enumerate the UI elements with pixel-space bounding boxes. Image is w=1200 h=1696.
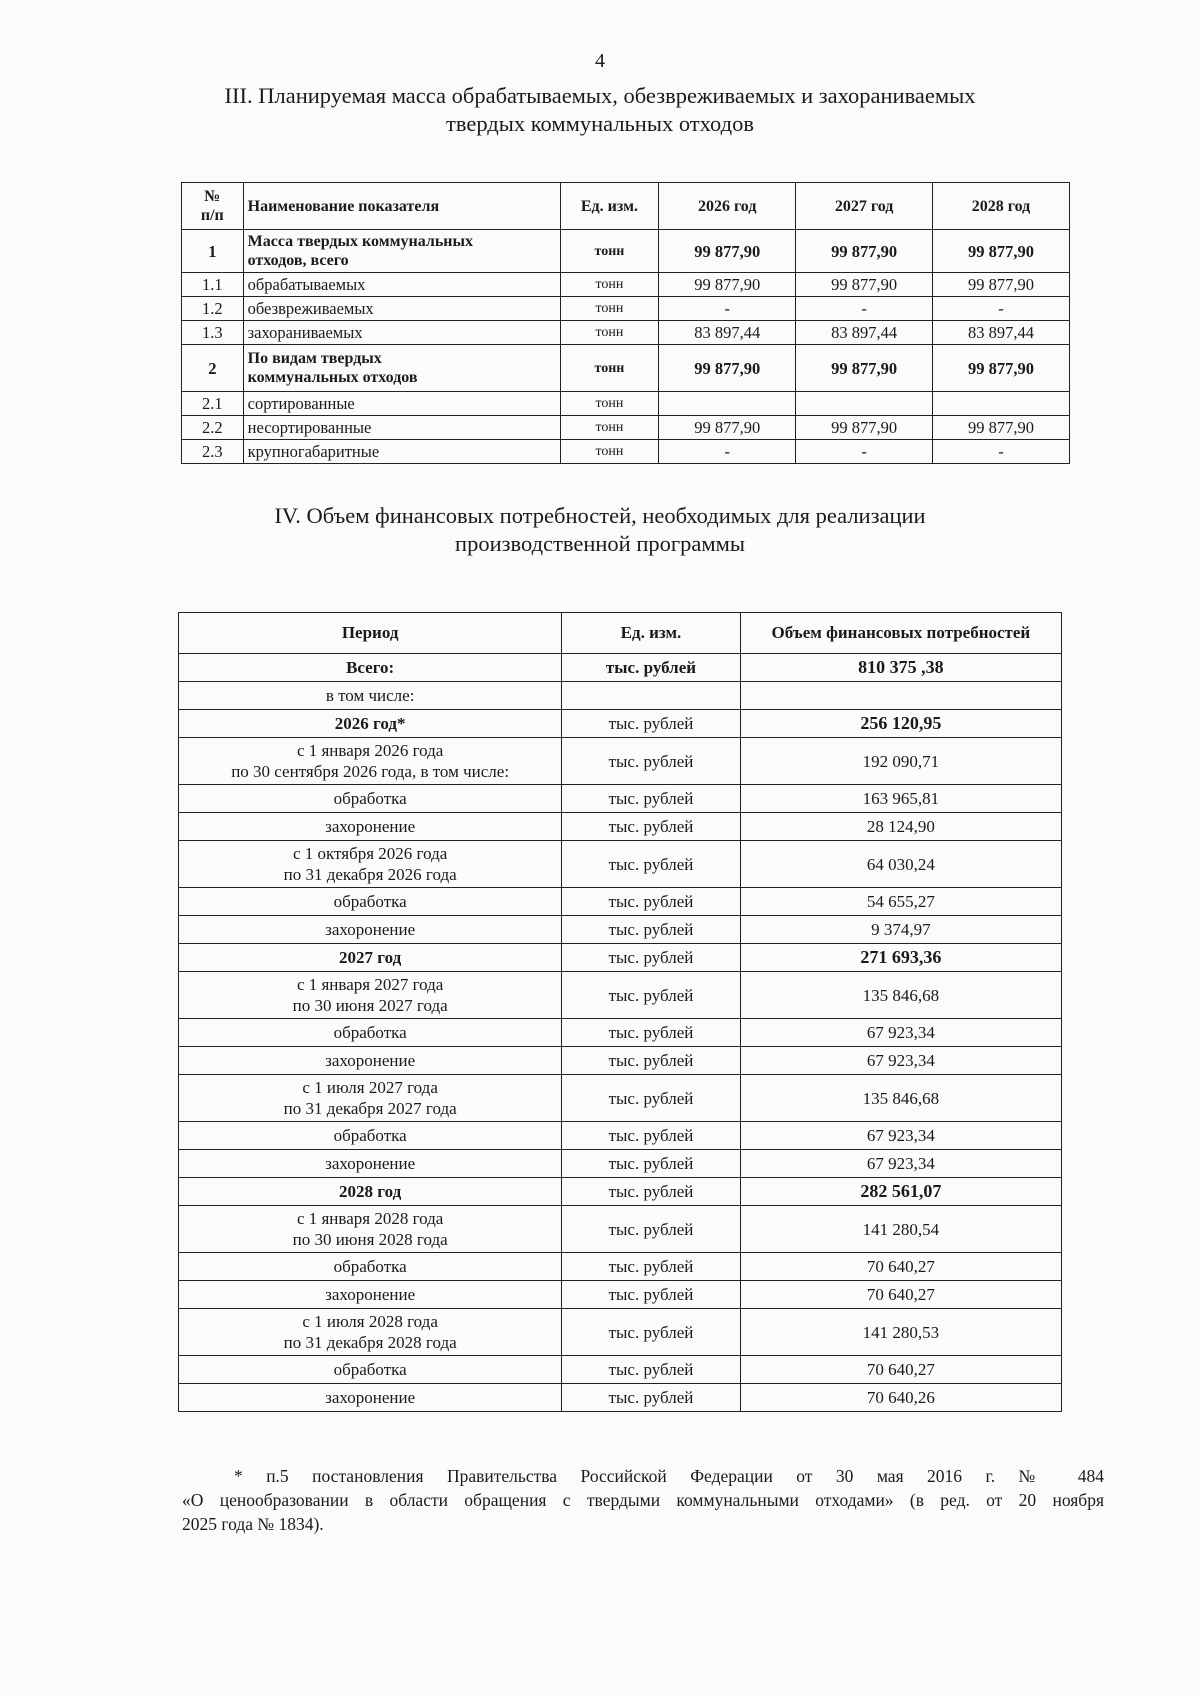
row-volume: 141 280,53	[740, 1309, 1061, 1356]
row-period: 2027 год	[179, 944, 562, 972]
row-unit: тыс. рублей	[562, 1075, 740, 1122]
row-volume: 9 374,97	[740, 916, 1061, 944]
row-volume: 67 923,34	[740, 1047, 1061, 1075]
table-row	[179, 785, 1062, 813]
row-period: обработка	[179, 888, 562, 916]
row-unit: тыс. рублей	[562, 1356, 740, 1384]
row-value-2027	[796, 392, 933, 416]
row-volume: 67 923,34	[740, 1150, 1061, 1178]
row-volume	[740, 682, 1061, 710]
row-unit: тыс. рублей	[562, 888, 740, 916]
footnote-line-1: * п.5 постановления Правительства Российской Федерации от 30 мая 2016 г. № 484	[234, 1466, 1104, 1486]
row-period-line-2: по 30 июня 2027 года	[292, 996, 448, 1015]
row-name: обезвреживаемых	[243, 297, 560, 321]
row-period: захоронение	[179, 1384, 562, 1412]
row-unit: тыс. рублей	[562, 1047, 740, 1075]
table-row	[182, 273, 1070, 297]
table-row	[179, 1047, 1062, 1075]
table-row	[179, 841, 1062, 888]
row-value-2026: 99 877,90	[659, 345, 796, 392]
header-name: Наименование показателя	[243, 183, 560, 230]
row-unit: тыс. рублей	[562, 972, 740, 1019]
row-unit: тонн	[560, 416, 659, 440]
row-value-2026: -	[659, 440, 796, 464]
header-num	[182, 183, 244, 230]
row-volume: 256 120,95	[740, 710, 1061, 738]
row-num: 2.2	[182, 416, 244, 440]
row-num: 2	[182, 345, 244, 392]
row-unit	[562, 682, 740, 710]
row-period: обработка	[179, 785, 562, 813]
section-4-title	[0, 502, 1200, 558]
table-row	[182, 416, 1070, 440]
page-number: 4	[595, 50, 605, 72]
row-value-2027: -	[796, 440, 933, 464]
table-row	[182, 297, 1070, 321]
row-name-line-2: отходов, всего	[247, 252, 349, 269]
row-unit: тыс. рублей	[562, 916, 740, 944]
row-name-line-1: Масса твердых коммунальных	[247, 233, 474, 250]
row-unit: тонн	[560, 440, 659, 464]
row-value-2028: 99 877,90	[933, 416, 1070, 440]
row-unit: тыс. рублей	[562, 1384, 740, 1412]
row-period: захоронение	[179, 916, 562, 944]
row-value-2026: 99 877,90	[659, 273, 796, 297]
row-period: обработка	[179, 1122, 562, 1150]
table-row	[179, 710, 1062, 738]
row-unit: тыс. рублей	[562, 738, 740, 785]
row-unit: тыс. рублей	[562, 841, 740, 888]
row-unit: тыс. рублей	[562, 654, 740, 682]
table-row	[179, 1309, 1062, 1356]
row-unit: тыс. рублей	[562, 785, 740, 813]
row-num: 2.1	[182, 392, 244, 416]
row-unit: тонн	[560, 297, 659, 321]
table-row	[179, 916, 1062, 944]
footnote-line-3: 2025 года № 1834).	[182, 1514, 324, 1534]
row-unit: тыс. рублей	[562, 1019, 740, 1047]
row-period-line-2: по 31 декабря 2028 года	[283, 1333, 457, 1352]
row-num: 1	[182, 230, 244, 273]
table-header-row	[179, 613, 1062, 654]
table-row	[179, 888, 1062, 916]
row-period: обработка	[179, 1019, 562, 1047]
row-value-2028: 99 877,90	[933, 345, 1070, 392]
row-volume: 64 030,24	[740, 841, 1061, 888]
row-value-2027: 99 877,90	[796, 345, 933, 392]
row-volume: 70 640,27	[740, 1356, 1061, 1384]
table-row	[179, 1075, 1062, 1122]
table-row	[182, 345, 1070, 392]
table-row	[179, 1150, 1062, 1178]
row-num: 1.3	[182, 321, 244, 345]
row-num: 1.1	[182, 273, 244, 297]
row-volume: 810 375 ,38	[740, 654, 1061, 682]
row-unit: тыс. рублей	[562, 1309, 740, 1356]
row-name: обрабатываемых	[243, 273, 560, 297]
row-value-2027: 83 897,44	[796, 321, 933, 345]
row-volume: 141 280,54	[740, 1206, 1061, 1253]
row-volume: 163 965,81	[740, 785, 1061, 813]
row-unit: тыс. рублей	[562, 1253, 740, 1281]
row-value-2027: 99 877,90	[796, 416, 933, 440]
row-value-2026: 83 897,44	[659, 321, 796, 345]
row-volume: 282 561,07	[740, 1178, 1061, 1206]
table-row	[182, 230, 1070, 273]
table-row	[179, 682, 1062, 710]
row-value-2027: 99 877,90	[796, 230, 933, 273]
table-row	[179, 944, 1062, 972]
header-year-2027: 2027 год	[796, 183, 933, 230]
table-row	[179, 1356, 1062, 1384]
table-row	[179, 1019, 1062, 1047]
section-3-title-line-1: III. Планируемая масса обрабатываемых, обезвреживаемых и захораниваемых	[224, 83, 976, 108]
row-period-line-2: по 31 декабря 2026 года	[283, 865, 457, 884]
row-value-2028: -	[933, 440, 1070, 464]
row-value-2028: 83 897,44	[933, 321, 1070, 345]
row-unit: тыс. рублей	[562, 710, 740, 738]
row-period	[179, 738, 562, 785]
table-row	[182, 440, 1070, 464]
row-unit: тыс. рублей	[562, 1206, 740, 1253]
financial-needs-table	[178, 612, 1062, 1412]
table-row	[182, 392, 1070, 416]
row-period-line-2: по 30 сентября 2026 года, в том числе:	[231, 762, 510, 781]
row-value-2026	[659, 392, 796, 416]
row-unit: тонн	[560, 273, 659, 297]
header-period: Период	[179, 613, 562, 654]
row-period-line-1: с 1 января 2026 года	[296, 741, 444, 760]
section-3-title	[0, 82, 1200, 138]
row-value-2026: 99 877,90	[659, 416, 796, 440]
table-row	[179, 1384, 1062, 1412]
row-unit: тыс. рублей	[562, 944, 740, 972]
row-period: 2028 год	[179, 1178, 562, 1206]
row-name: сортированные	[243, 392, 560, 416]
row-value-2028	[933, 392, 1070, 416]
row-volume: 54 655,27	[740, 888, 1061, 916]
row-unit: тонн	[560, 321, 659, 345]
header-unit: Ед. изм.	[562, 613, 740, 654]
row-period-line-1: с 1 июля 2027 года	[302, 1078, 438, 1097]
row-volume: 70 640,27	[740, 1281, 1061, 1309]
row-value-2028: 99 877,90	[933, 273, 1070, 297]
row-period	[179, 841, 562, 888]
table-row	[179, 1253, 1062, 1281]
row-volume: 67 923,34	[740, 1122, 1061, 1150]
row-name: несортированные	[243, 416, 560, 440]
row-unit: тыс. рублей	[562, 813, 740, 841]
table-row	[179, 1122, 1062, 1150]
row-period	[179, 972, 562, 1019]
table-row	[179, 813, 1062, 841]
footnote	[182, 1464, 1104, 1536]
row-volume: 271 693,36	[740, 944, 1061, 972]
row-name	[243, 230, 560, 273]
row-unit: тыс. рублей	[562, 1178, 740, 1206]
header-volume: Объем финансовых потребностей	[740, 613, 1061, 654]
row-num: 2.3	[182, 440, 244, 464]
row-name-line-1: По видам твердых	[247, 350, 382, 367]
row-volume: 135 846,68	[740, 1075, 1061, 1122]
row-unit: тыс. рублей	[562, 1122, 740, 1150]
row-period: в том числе:	[179, 682, 562, 710]
section-3-title-line-2: твердых коммунальных отходов	[446, 111, 754, 136]
table-header-row	[182, 183, 1070, 230]
header-year-2028: 2028 год	[933, 183, 1070, 230]
table-row	[179, 738, 1062, 785]
row-period: обработка	[179, 1356, 562, 1384]
header-num-line-2: п/п	[200, 207, 224, 224]
row-volume: 28 124,90	[740, 813, 1061, 841]
row-name: захораниваемых	[243, 321, 560, 345]
row-period-line-2: по 31 декабря 2027 года	[283, 1099, 457, 1118]
row-period: обработка	[179, 1253, 562, 1281]
row-volume: 67 923,34	[740, 1019, 1061, 1047]
table-row	[182, 321, 1070, 345]
row-period: захоронение	[179, 813, 562, 841]
header-num-line-1: №	[204, 188, 221, 205]
row-period	[179, 1309, 562, 1356]
row-period	[179, 1206, 562, 1253]
header-unit: Ед. изм.	[560, 183, 659, 230]
row-period: Всего:	[179, 654, 562, 682]
row-value-2028: 99 877,90	[933, 230, 1070, 273]
table-row	[179, 1206, 1062, 1253]
row-value-2028: -	[933, 297, 1070, 321]
table-row	[179, 654, 1062, 682]
row-period-line-1: с 1 января 2028 года	[296, 1209, 444, 1228]
waste-mass-table	[181, 182, 1070, 464]
row-unit: тонн	[560, 230, 659, 273]
row-period	[179, 1075, 562, 1122]
row-value-2026: 99 877,90	[659, 230, 796, 273]
table-row	[179, 1178, 1062, 1206]
row-num: 1.2	[182, 297, 244, 321]
row-value-2026: -	[659, 297, 796, 321]
row-period: захоронение	[179, 1150, 562, 1178]
footnote-line-2: «О ценообразовании в области обращения с твердыми коммунальными отходами» (в ред. от 20 ноября	[182, 1490, 1104, 1510]
row-value-2027: -	[796, 297, 933, 321]
header-year-2026: 2026 год	[659, 183, 796, 230]
row-unit: тыс. рублей	[562, 1150, 740, 1178]
row-unit: тонн	[560, 392, 659, 416]
row-unit: тонн	[560, 345, 659, 392]
row-period-line-1: с 1 октября 2026 года	[292, 844, 448, 863]
table-row	[179, 972, 1062, 1019]
row-name-line-2: коммунальных отходов	[247, 369, 418, 386]
row-value-2027: 99 877,90	[796, 273, 933, 297]
row-volume: 70 640,26	[740, 1384, 1061, 1412]
row-period-line-1: с 1 января 2027 года	[296, 975, 444, 994]
row-unit: тыс. рублей	[562, 1281, 740, 1309]
section-4-title-line-2: производственной программы	[455, 531, 745, 556]
row-period: 2026 год*	[179, 710, 562, 738]
row-period-line-2: по 30 июня 2028 года	[292, 1230, 448, 1249]
section-4-title-line-1: IV. Объем финансовых потребностей, необходимых для реализации	[274, 503, 926, 528]
row-volume: 192 090,71	[740, 738, 1061, 785]
row-name: крупногабаритные	[243, 440, 560, 464]
row-period: захоронение	[179, 1281, 562, 1309]
row-name	[243, 345, 560, 392]
row-period: захоронение	[179, 1047, 562, 1075]
row-period-line-1: с 1 июля 2028 года	[302, 1312, 438, 1331]
row-volume: 135 846,68	[740, 972, 1061, 1019]
table-row	[179, 1281, 1062, 1309]
row-volume: 70 640,27	[740, 1253, 1061, 1281]
